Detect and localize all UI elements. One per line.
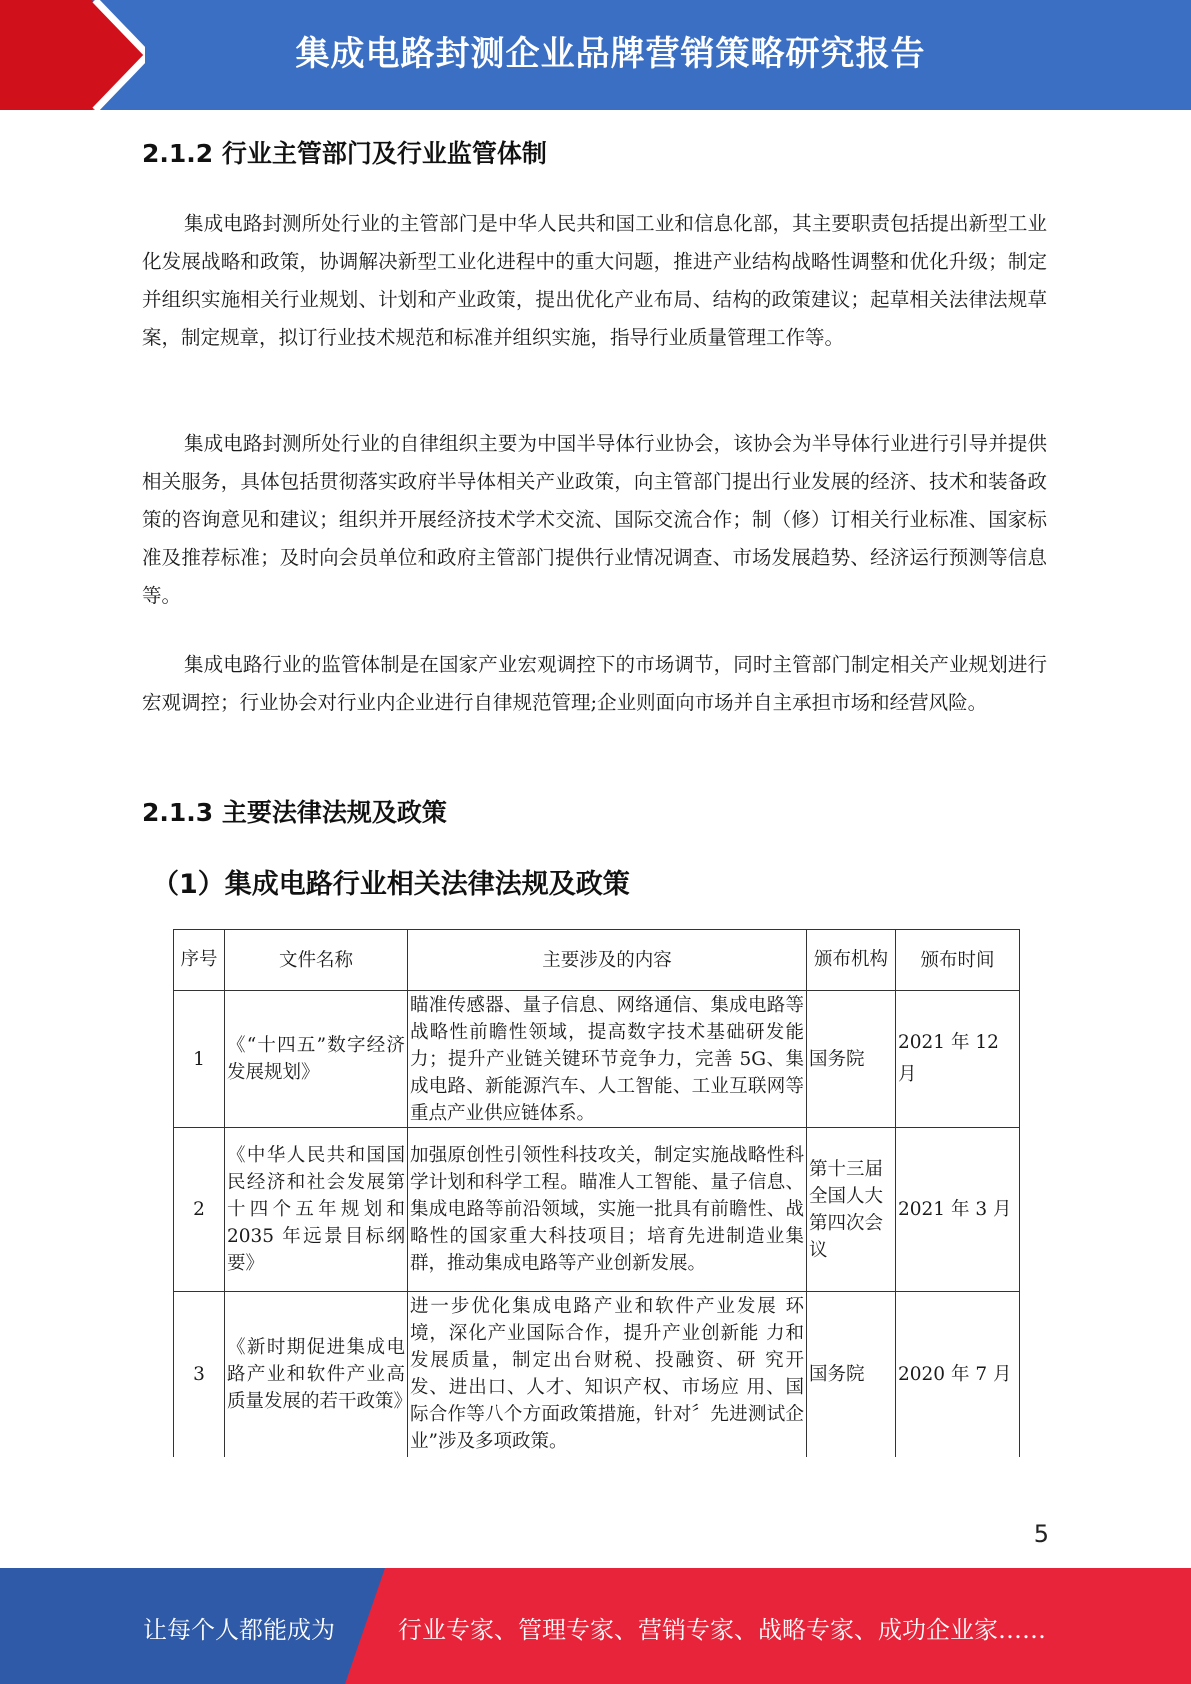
header-issuer: 颁布机构 xyxy=(807,930,896,991)
row-name: 《“十四五”数字经济发展规划》 xyxy=(225,991,408,1128)
row-content: 进一步优化集成电路产业和软件产业发展 环境，深化产业国际合作，提升产业创新能 力和发展质量，制定出台财税、投融资、研 究开发、进出口、人才、知识产权、市场应 用、国际合作等八个方面政策措施，针对〞先进测试企业”涉及多项政策。 xyxy=(408,1292,807,1457)
table-row xyxy=(174,1292,1020,1457)
paragraph-regulation: 集成电路行业的监管体制是在国家产业宏观调控下的市场调节，同时主管部门制定相关产业规划进行宏观调控；行业协会对行业内企业进行自律规范管理;企业则面向市场并自主承担市场和经营风险。 xyxy=(142,653,1047,714)
row-content: 加强原创性引领性科技攻关，制定实施战略性科学计划和科学工程。瞄准人工智能、量子信息、集成电路等前沿领域，实施一批具有前瞻性、战略性的国家重大科技项目；培育先进制造业集群，推动集成电路等产业创新发展。 xyxy=(408,1128,807,1292)
row-issuer: 国务院 xyxy=(807,1292,896,1457)
table-header-row xyxy=(174,930,1020,991)
header-date: 颁布时间 xyxy=(896,930,1020,991)
page-number: 5 xyxy=(1033,1520,1049,1548)
policy-table xyxy=(173,929,1020,1457)
row-name: 《中华人民共和国国民经济和社会发展第十四个五年规划和 2035 年远景目标纲要》 xyxy=(225,1128,408,1292)
footer-banner xyxy=(0,1568,1191,1684)
header-content: 主要涉及的内容 xyxy=(408,930,807,991)
row-seq: 2 xyxy=(174,1128,225,1292)
header-seq: 序号 xyxy=(174,930,225,991)
row-date: 2021 年 12 月 xyxy=(896,991,1020,1128)
row-seq: 3 xyxy=(174,1292,225,1457)
table-row xyxy=(174,991,1020,1128)
row-seq: 1 xyxy=(174,991,225,1128)
row-name: 《新时期促进集成电路产业和软件产业高质量发展的若干政策》 xyxy=(225,1292,408,1457)
row-content: 瞄准传感器、量子信息、网络通信、集成电路等战略性前瞻性领域，提高数字技术基础研发能力；提升产业链关键环节竞争力，完善 5G、集成电路、新能源汽车、人工智能、工业互联网等重点产业供应链体系。 xyxy=(408,991,807,1128)
section-heading-2-1-2: 2.1.2 行业主管部门及行业监管体制 xyxy=(142,139,547,168)
row-date: 2021 年 3 月 xyxy=(896,1128,1020,1292)
row-issuer: 第十三届全国人大第四次会议 xyxy=(807,1128,896,1292)
header-banner xyxy=(0,0,1191,110)
row-issuer: 国务院 xyxy=(807,991,896,1128)
paragraph-authority: 集成电路封测所处行业的主管部门是中华人民共和国工业和信息化部，其主要职责包括提出新型工业化发展战略和政策，协调解决新型工业化进程中的重大问题，推进产业结构战略性调整和优化升级；制定并组织实施相关行业规划、计划和产业政策，提出优化产业布局、结构的政策建议；起草相关法律法规草案，制定规章，拟订行业技术规范和标准并组织实施，指导行业质量管理工作等。 xyxy=(142,212,1047,349)
paragraph-association: 集成电路封测所处行业的自律组织主要为中国半导体行业协会，该协会为半导体行业进行引导并提供相关服务，具体包括贯彻落实政府半导体相关产业政策，向主管部门提出行业发展的经济、技术和装备政策的咨询意见和建议；组织并开展经济技术学术交流、国际交流合作；制（修）订相关行业标准、国家标准及推荐标准；及时向会员单位和政府主管部门提供行业情况调查、市场发展趋势、经济运行预测等信息等。 xyxy=(142,432,1047,607)
table-row xyxy=(174,1128,1020,1292)
footer-slogan-left: 让每个人都能成为 xyxy=(143,1616,335,1644)
header-name: 文件名称 xyxy=(225,930,408,991)
section-heading-2-1-3: 2.1.3 主要法律法规及政策 xyxy=(142,798,447,827)
subsection-heading-1: （1）集成电路行业相关法律法规及政策 xyxy=(152,869,630,900)
row-date: 2020 年 7 月 xyxy=(896,1292,1020,1457)
footer-slogan-right: 行业专家、管理专家、营销专家、战略专家、成功企业家…… xyxy=(398,1616,1046,1644)
report-title: 集成电路封测企业品牌营销策略研究报告 xyxy=(295,34,926,74)
